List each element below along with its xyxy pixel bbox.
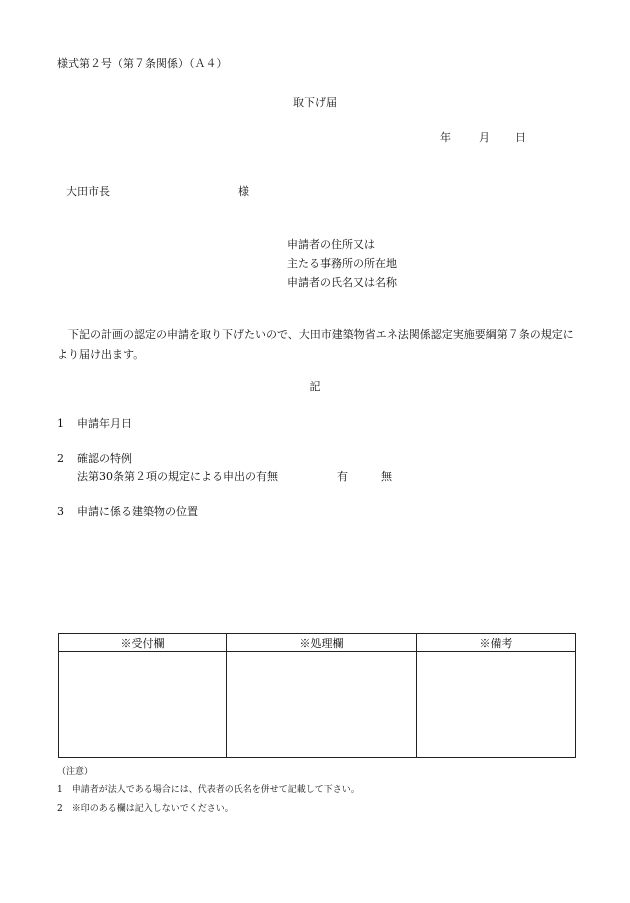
item-1-label: 申請年月日: [77, 417, 132, 430]
item-1-number: 1: [57, 417, 64, 430]
reception-cell: [59, 652, 227, 758]
form-number: 様式第２号（第７条関係）（Ａ４）: [57, 57, 228, 70]
item-2-label: 確認の特例: [77, 452, 132, 465]
note-1: 1 申請者が法人である場合には、代表者の氏名を併せて記載して下さい。: [57, 785, 360, 795]
option-no: 無: [381, 470, 392, 483]
remarks-header: ※備考: [417, 634, 576, 652]
item-2-number: 2: [57, 452, 64, 465]
date-day-label: 日: [515, 131, 526, 144]
item-3-label: 申請に係る建築物の位置: [77, 505, 198, 518]
option-yes: 有: [337, 470, 348, 483]
applicant-address-label: 申請者の住所又は: [287, 238, 375, 251]
item-3-number: 3: [57, 505, 64, 518]
date-month-label: 月: [479, 131, 490, 144]
addressee: 大田市長: [66, 185, 110, 198]
notes-heading: （注意）: [57, 767, 94, 777]
reception-table: [58, 633, 576, 758]
document-title: 取下げ届: [293, 96, 337, 109]
body-paragraph: 下記の計画の認定の申請を取り下げたいので、大田市建築物省エネ法関係認定実施要綱第７条の規定により届け出ます。: [57, 328, 574, 361]
applicant-name-label: 申請者の氏名又は名称: [287, 276, 397, 289]
processing-cell: [227, 652, 417, 758]
honorific: 様: [238, 185, 249, 198]
remarks-cell: [417, 652, 576, 758]
reception-header: ※受付欄: [59, 634, 227, 652]
note-2: 2 ※印のある欄は記入しないでください。: [57, 804, 234, 814]
processing-header: ※処理欄: [227, 634, 417, 652]
item-2-sub-label: 法第30条第２項の規定による申出の有無: [77, 470, 278, 483]
applicant-office-label: 主たる事務所の所在地: [287, 257, 397, 270]
ki-heading: 記: [309, 380, 321, 393]
date-year-label: 年: [440, 131, 451, 144]
